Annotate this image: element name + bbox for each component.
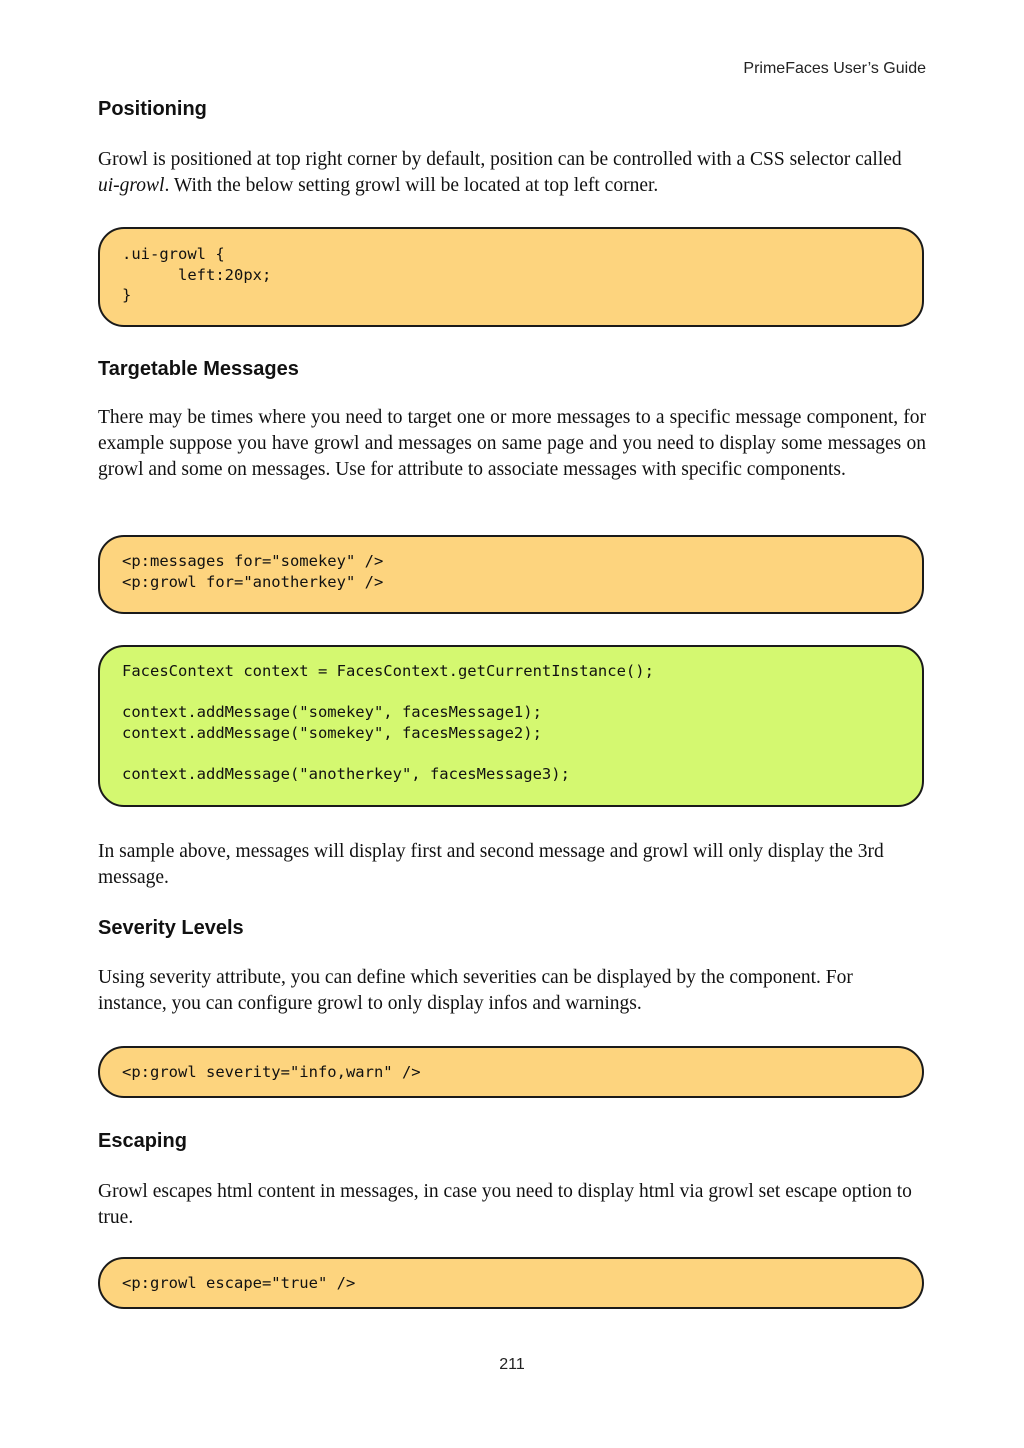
- code-box-escape: [98, 1257, 924, 1309]
- code-java: FacesContext context = FacesContext.getCurrentInstance(); context.addMessage("somekey", facesMessage1); context.addMessage("somekey", facesMessage2); context.addMessage("anotherkey", facesMessage3);: [122, 662, 654, 783]
- code-box-severity: [98, 1046, 924, 1098]
- paragraph-targetable-messages: There may be times where you need to target one or more messages to a specific message component, for example suppose you have growl and messages on same page and you need to display some messages on growl and some on messages. Use for attribute to associate messages with specific components.: [98, 407, 926, 480]
- code-box-java: [98, 645, 924, 807]
- heading-targetable-messages: Targetable Messages: [98, 358, 299, 380]
- heading-escaping: Escaping: [98, 1130, 187, 1152]
- paragraph-positioning: [98, 147, 926, 199]
- heading-positioning: Positioning: [98, 98, 207, 120]
- page-number: 211: [499, 1356, 525, 1373]
- code-box-markup: [98, 535, 924, 614]
- code-box-css: [98, 227, 924, 327]
- paragraph-positioning-part1: Growl is positioned at top right corner by default, position can be controlled with a CSS selector called: [98, 149, 902, 170]
- code-markup: <p:messages for="somekey" /> <p:growl for="anotherkey" />: [122, 552, 384, 591]
- code-css: .ui-growl { left:20px; }: [122, 245, 272, 304]
- paragraph-sample-explanation: In sample above, messages will display first and second message and growl will only display the 3rd message.: [98, 841, 884, 888]
- paragraph-severity-levels: Using severity attribute, you can define which severities can be displayed by the component. For instance, you can configure growl to only display infos and warnings.: [98, 967, 853, 1014]
- running-header: PrimeFaces User’s Guide: [743, 60, 926, 77]
- paragraph-positioning-part2: . With the below setting growl will be located at top left corner.: [164, 175, 659, 196]
- heading-severity-levels: Severity Levels: [98, 917, 244, 939]
- css-class-name: ui-growl: [98, 175, 165, 196]
- code-escape: <p:growl escape="true" />: [122, 1274, 356, 1292]
- code-severity: <p:growl severity="info,warn" />: [122, 1063, 421, 1081]
- paragraph-escaping: Growl escapes html content in messages, in case you need to display html via growl set escape option to true.: [98, 1181, 912, 1228]
